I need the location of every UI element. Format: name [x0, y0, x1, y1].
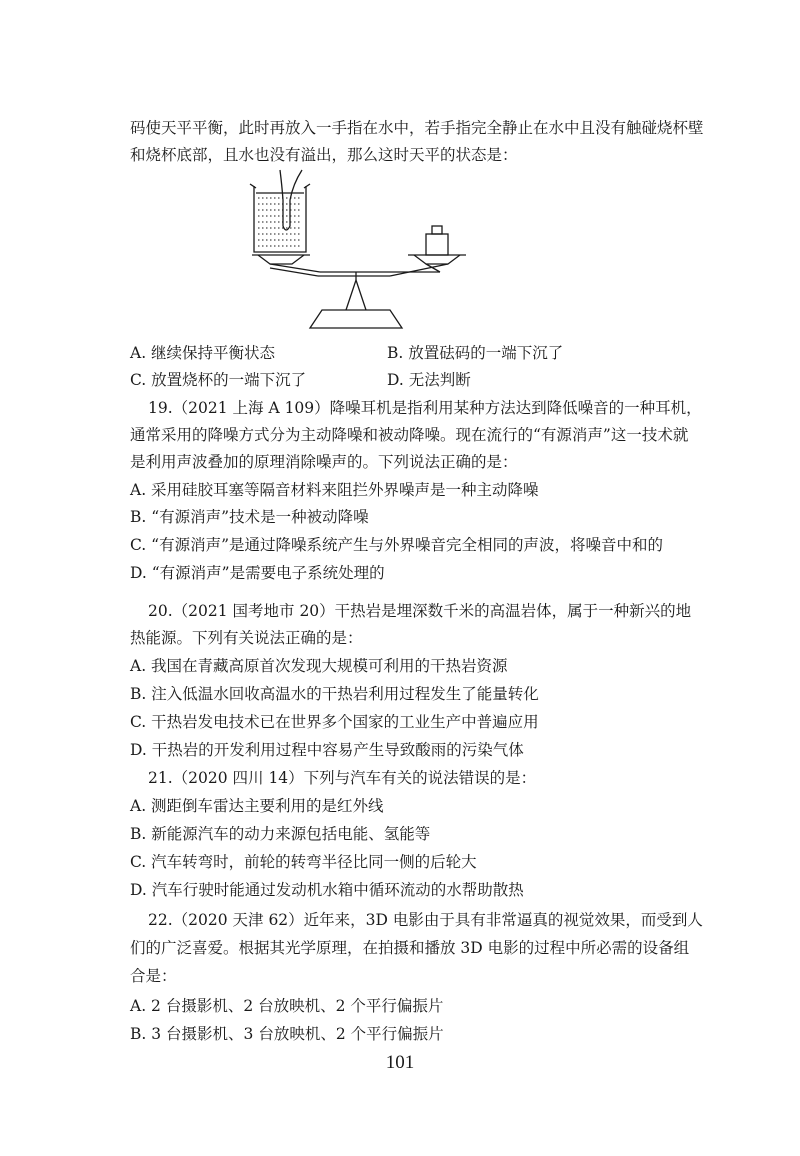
q21-option-b: B. 新能源汽车的动力来源包括电能、氢能等: [130, 825, 431, 843]
q20-stem-line-2: 热能源。下列有关说法正确的是：: [130, 629, 363, 647]
q19-option-c: C. “有源消声”是通过降噪系统产生与外界噪音完全相同的声波，将噪音中和的: [130, 536, 664, 554]
q18-option-b: B. 放置砝码的一端下沉了: [387, 344, 564, 362]
page-number: 101: [385, 1052, 415, 1073]
finger-outline: [280, 170, 302, 230]
q20-option-a: A. 我国在青藏高原首次发现大规模可利用的干热岩资源: [130, 657, 508, 675]
q19-stem-line-1: 19.（2021 上海 A 109）降噪耳机是指利用某种方法达到降低噪音的一种耳机，: [148, 399, 702, 417]
q20-option-b: B. 注入低温水回收高温水的干热岩利用过程发生了能量转化: [130, 685, 539, 703]
q21-stem: 21.（2020 四川 14）下列与汽车有关的说法错误的是：: [148, 769, 537, 787]
q20-option-c: C. 干热岩发电技术已在世界多个国家的工业生产中普遍应用: [130, 713, 539, 731]
q19-option-a: A. 采用硅胶耳塞等隔音材料来阻拦外界噪声是一种主动降噪: [130, 481, 539, 499]
q22-option-a: A. 2 台摄影机、2 台放映机、2 个平行偏振片: [130, 997, 444, 1015]
q18-option-c: C. 放置烧杯的一端下沉了: [130, 371, 307, 389]
q21-option-d: D. 汽车行驶时能通过发动机水箱中循环流动的水帮助散热: [130, 881, 524, 899]
weight-top: [432, 226, 442, 234]
q19-stem-line-3: 是利用声波叠加的原理消除噪声的。下列说法正确的是：: [130, 453, 518, 471]
q22-stem-line-2: 们的广泛喜爱。根据其光学原理，在拍摄和播放 3D 电影的过程中所必需的设备组: [130, 939, 690, 957]
q20-stem-line-1: 20.（2021 国考地市 20）干热岩是埋深数千米的高温岩体，属于一种新兴的地: [148, 602, 692, 620]
q22-stem-line-3: 合是：: [130, 967, 177, 985]
q22-option-b: B. 3 台摄影机、3 台放映机、2 个平行偏振片: [130, 1025, 444, 1043]
stand-triangle: [346, 280, 366, 310]
q18-stem-line-1: 码使天平平衡，此时再放入一手指在水中，若手指完全静止在水中且没有触碰烧杯壁: [130, 119, 704, 137]
beaker-outline: [254, 186, 306, 252]
stand-base: [310, 310, 402, 328]
q21-option-c: C. 汽车转弯时，前轮的转弯半径比同一侧的后轮大: [130, 853, 477, 871]
q18-stem-line-2: 和烧杯底部，且水也没有溢出，那么这时天平的状态是：: [130, 146, 518, 164]
weight: [426, 234, 448, 255]
q18-option-a: A. 继续保持平衡状态: [130, 344, 276, 362]
q18-option-d: D. 无法判断: [387, 371, 471, 389]
q22-stem-line-1: 22.（2020 天津 62）近年来，3D 电影由于具有非常逼真的视觉效果，而受到人: [148, 911, 703, 929]
q21-option-a: A. 测距倒车雷达主要利用的是红外线: [130, 797, 384, 815]
q19-option-d: D. “有源消声”是需要电子系统处理的: [130, 564, 385, 582]
q19-option-b: B. “有源消声”技术是一种被动降噪: [130, 508, 369, 526]
q20-option-d: D. 干热岩的开发利用过程中容易产生导致酸雨的污染气体: [130, 741, 524, 759]
balance-scale: [240, 168, 470, 334]
q19-stem-line-2: 通常采用的降噪方式分为主动降噪和被动降噪。现在流行的“有源消声”这一技术就: [130, 426, 689, 444]
water-dots: [258, 198, 302, 246]
